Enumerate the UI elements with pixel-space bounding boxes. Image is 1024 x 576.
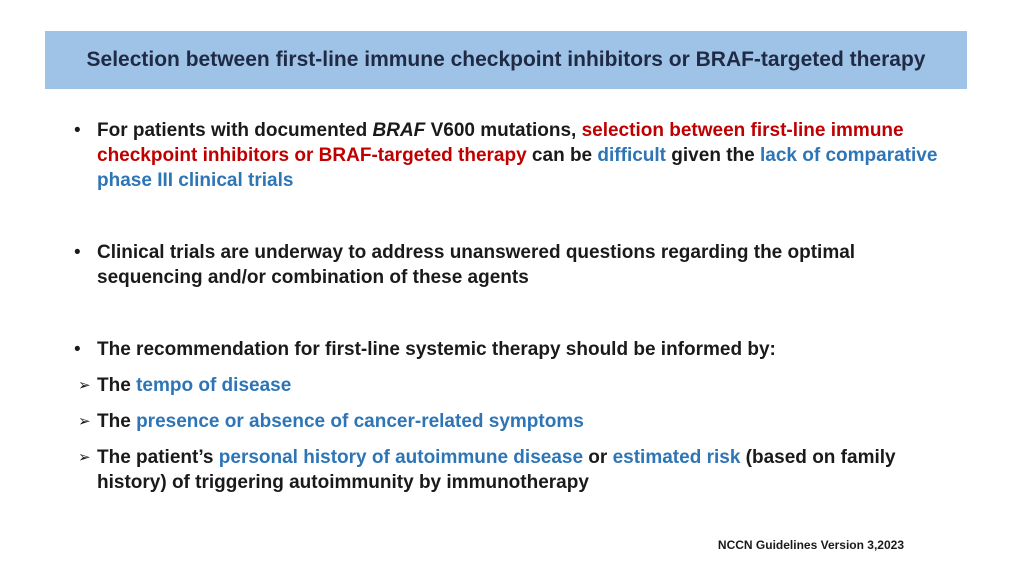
arrow-bullet-icon: ➢ bbox=[78, 413, 91, 430]
footer-citation: NCCN Guidelines Version 3,2023 bbox=[717, 538, 904, 552]
arrow-bullet-icon: ➢ bbox=[78, 449, 91, 466]
sub-item-text: The bbox=[97, 375, 137, 396]
bullet-item bbox=[74, 118, 944, 193]
bullet-item bbox=[74, 337, 944, 362]
sub-item-text: (based on family history) of triggering autoimmunity by immunotherapy bbox=[97, 447, 896, 493]
arrow-bullet-icon: ➢ bbox=[78, 377, 91, 394]
bullet-item bbox=[74, 240, 944, 290]
gene-name: BRAF bbox=[372, 120, 426, 141]
sub-item bbox=[74, 409, 944, 434]
bullet-text-part: can be bbox=[526, 145, 598, 166]
bullet-text: Clinical trials are underway to address unanswered questions regarding the optimal sequencing and/or combination of these agents bbox=[97, 242, 856, 288]
sub-item bbox=[74, 445, 944, 495]
slide-content bbox=[74, 118, 944, 495]
highlight-blue: difficult bbox=[597, 145, 667, 166]
sub-item-text: The bbox=[97, 411, 137, 432]
bullet-text-part: V600 mutations, bbox=[425, 120, 582, 141]
bullet-text-part: For patients with documented bbox=[97, 120, 373, 141]
highlight-blue: lack of comparative phase III clinical trials bbox=[97, 145, 938, 191]
highlight-blue: presence or absence of cancer-related symptoms bbox=[136, 411, 584, 432]
page-title: Selection between first-line immune checkpoint inhibitors or BRAF-targeted therapy bbox=[86, 48, 926, 71]
bullet-text: The recommendation for first-line systemic therapy should be informed by: bbox=[97, 339, 776, 360]
highlight-blue: estimated risk bbox=[612, 447, 741, 468]
bullet-icon: • bbox=[74, 242, 81, 263]
highlight-blue: tempo of disease bbox=[136, 375, 292, 396]
highlight-red: selection between first-line immune checkpoint inhibitors or BRAF-targeted therapy bbox=[97, 120, 904, 166]
title-banner bbox=[45, 31, 967, 89]
sub-item bbox=[74, 373, 944, 398]
sub-item-text: or bbox=[583, 447, 613, 468]
sub-item-text: The patient’s bbox=[97, 447, 219, 468]
bullet-text-part: given the bbox=[666, 145, 760, 166]
bullet-icon: • bbox=[74, 120, 81, 141]
highlight-blue: personal history of autoimmune disease bbox=[218, 447, 584, 468]
bullet-icon: • bbox=[74, 339, 81, 360]
